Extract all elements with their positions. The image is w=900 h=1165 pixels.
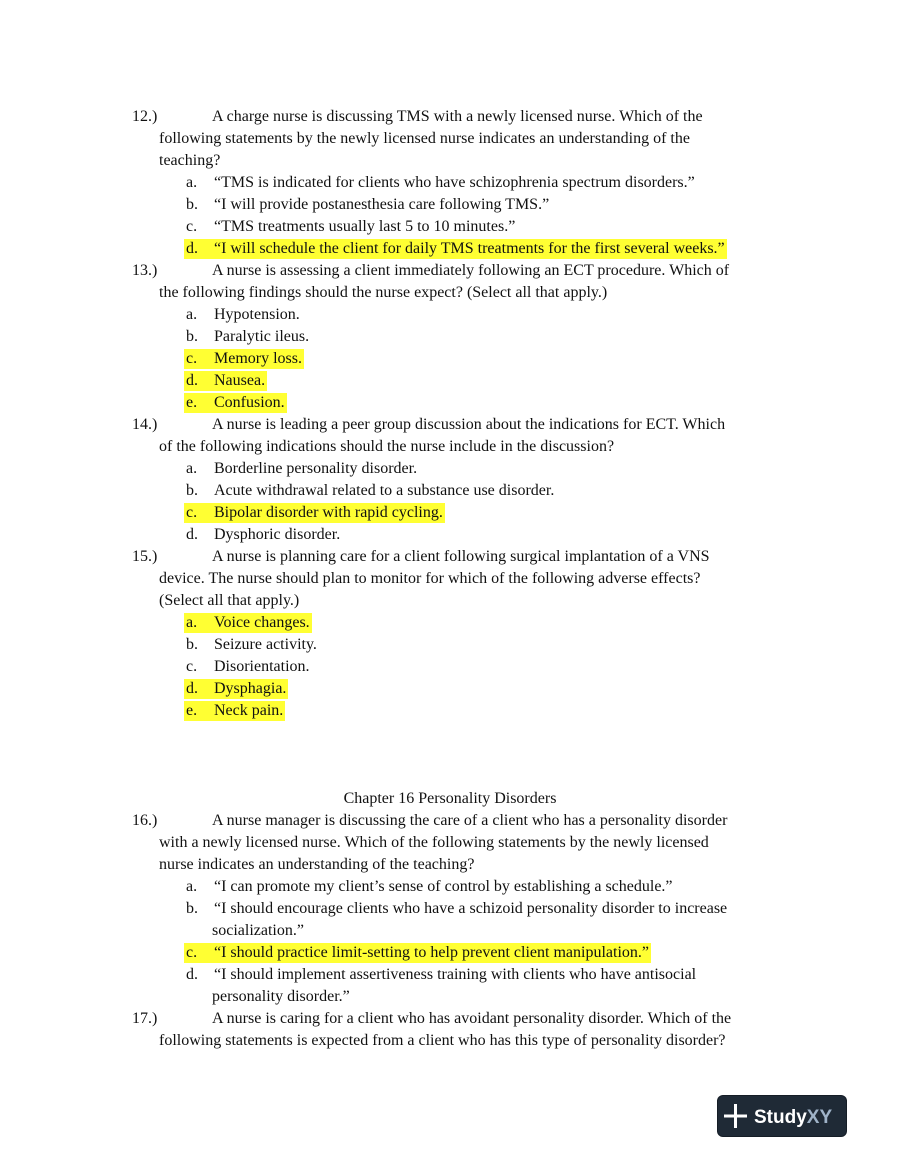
answer-option-highlighted bbox=[0, 612, 900, 634]
option-letter: d. bbox=[186, 526, 198, 543]
question-13 bbox=[0, 260, 900, 414]
option-text: Acute withdrawal related to a substance use disorder. bbox=[214, 482, 555, 499]
studyxy-logo bbox=[718, 1096, 846, 1136]
option-letter: b. bbox=[186, 328, 198, 345]
option-content bbox=[184, 239, 727, 259]
question-text: the following findings should the nurse expect? (Select all that apply.) bbox=[159, 284, 608, 301]
answer-option bbox=[0, 172, 900, 194]
option-letter: e. bbox=[186, 394, 198, 411]
question-line bbox=[0, 414, 900, 436]
option-letter: b. bbox=[186, 636, 198, 653]
option-text: personality disorder.” bbox=[212, 988, 350, 1005]
question-16 bbox=[0, 810, 900, 1008]
answer-option bbox=[0, 656, 900, 678]
answer-option-highlighted bbox=[0, 392, 900, 414]
option-text: Dysphoric disorder. bbox=[214, 526, 341, 543]
option-text: Bipolar disorder with rapid cycling. bbox=[214, 504, 443, 521]
question-text: A nurse manager is discussing the care of a client who has a personality disorder bbox=[212, 812, 728, 829]
section-gap bbox=[0, 722, 900, 788]
question-number: 12.) bbox=[132, 108, 158, 125]
answer-option-highlighted bbox=[0, 700, 900, 722]
chapter-title: Chapter 16 Personality Disorders bbox=[343, 790, 557, 807]
option-letter: d. bbox=[186, 240, 198, 257]
question-number: 16.) bbox=[132, 812, 158, 829]
answer-option-highlighted bbox=[0, 678, 900, 700]
question-text: (Select all that apply.) bbox=[159, 592, 300, 609]
question-number: 13.) bbox=[132, 262, 158, 279]
question-line bbox=[0, 854, 900, 876]
option-content bbox=[184, 701, 285, 721]
answer-option bbox=[0, 458, 900, 480]
answer-option bbox=[0, 898, 900, 920]
question-line bbox=[0, 590, 900, 612]
answer-option-highlighted bbox=[0, 238, 900, 260]
question-line bbox=[0, 1008, 900, 1030]
option-text-continuation bbox=[0, 920, 900, 942]
option-letter: d. bbox=[186, 680, 198, 697]
option-text: “I should practice limit-setting to help prevent client manipulation.” bbox=[214, 944, 649, 961]
option-content bbox=[184, 503, 445, 523]
option-letter: a. bbox=[186, 614, 198, 631]
question-text: A nurse is leading a peer group discussion about the indications for ECT. Which bbox=[212, 416, 726, 433]
option-text: Paralytic ileus. bbox=[214, 328, 310, 345]
option-text: Confusion. bbox=[214, 394, 285, 411]
question-14 bbox=[0, 414, 900, 546]
option-letter: a. bbox=[186, 878, 198, 895]
question-text: A nurse is caring for a client who has avoidant personality disorder. Which of the bbox=[212, 1010, 732, 1027]
questions-section-b bbox=[0, 810, 900, 1052]
question-text: nurse indicates an understanding of the teaching? bbox=[159, 856, 475, 873]
option-letter: a. bbox=[186, 460, 198, 477]
studyxy-logo-graphic bbox=[723, 1101, 841, 1131]
question-number: 15.) bbox=[132, 548, 158, 565]
question-number: 14.) bbox=[132, 416, 158, 433]
option-text: “I will schedule the client for daily TMS treatments for the first several weeks.” bbox=[214, 240, 725, 257]
option-text: Borderline personality disorder. bbox=[214, 460, 418, 477]
answer-option bbox=[0, 964, 900, 986]
option-letter: d. bbox=[186, 372, 198, 389]
question-text: A nurse is assessing a client immediately following an ECT procedure. Which of bbox=[212, 262, 730, 279]
option-text: Disorientation. bbox=[214, 658, 310, 675]
option-text: Dysphagia. bbox=[214, 680, 287, 697]
question-17 bbox=[0, 1008, 900, 1052]
answer-option-highlighted bbox=[0, 370, 900, 392]
question-text: teaching? bbox=[159, 152, 221, 169]
question-text: following statements by the newly licensed nurse indicates an understanding of the bbox=[159, 130, 690, 147]
answer-option bbox=[0, 194, 900, 216]
option-letter: c. bbox=[186, 504, 198, 521]
option-letter: c. bbox=[186, 218, 198, 235]
question-line bbox=[0, 546, 900, 568]
question-line bbox=[0, 436, 900, 458]
option-content bbox=[184, 899, 729, 919]
option-content bbox=[184, 217, 517, 237]
option-content bbox=[184, 635, 319, 655]
question-line bbox=[0, 832, 900, 854]
option-content bbox=[184, 459, 419, 479]
plus-icon bbox=[724, 1104, 747, 1128]
option-content bbox=[184, 327, 311, 347]
question-text: of the following indications should the nurse include in the discussion? bbox=[159, 438, 615, 455]
document-content bbox=[0, 106, 900, 1052]
option-text: Neck pain. bbox=[214, 702, 284, 719]
option-text: “I should implement assertiveness training with clients who have antisocial bbox=[214, 966, 697, 983]
question-line bbox=[0, 128, 900, 150]
option-content bbox=[184, 481, 556, 501]
option-letter: a. bbox=[186, 306, 198, 323]
question-line bbox=[0, 150, 900, 172]
question-line bbox=[0, 106, 900, 128]
question-line bbox=[0, 260, 900, 282]
option-content bbox=[184, 679, 288, 699]
answer-option bbox=[0, 876, 900, 898]
option-content bbox=[184, 173, 697, 193]
question-line bbox=[0, 1030, 900, 1052]
logo-text: StudyXY bbox=[754, 1107, 833, 1128]
answer-option-highlighted bbox=[0, 942, 900, 964]
question-text: with a newly licensed nurse. Which of the following statements by the newly licensed bbox=[159, 834, 709, 851]
option-text: Memory loss. bbox=[214, 350, 302, 367]
option-letter: c. bbox=[186, 350, 198, 367]
answer-option bbox=[0, 216, 900, 238]
option-letter: c. bbox=[186, 658, 198, 675]
option-content bbox=[184, 393, 287, 413]
option-text: “TMS is indicated for clients who have schizophrenia spectrum disorders.” bbox=[214, 174, 695, 191]
option-letter: c. bbox=[186, 944, 198, 961]
answer-option bbox=[0, 326, 900, 348]
option-content bbox=[184, 657, 312, 677]
option-text: socialization.” bbox=[212, 922, 304, 939]
answer-option-highlighted bbox=[0, 348, 900, 370]
answer-option bbox=[0, 634, 900, 656]
option-text: Nausea. bbox=[214, 372, 266, 389]
option-text: “I should encourage clients who have a schizoid personality disorder to increase bbox=[214, 900, 728, 917]
option-content bbox=[184, 613, 312, 633]
question-12 bbox=[0, 106, 900, 260]
option-text: “I can promote my client’s sense of control by establishing a schedule.” bbox=[214, 878, 673, 895]
question-text: following statements is expected from a client who has this type of personality disorder? bbox=[159, 1032, 726, 1049]
option-letter: b. bbox=[186, 482, 198, 499]
option-letter: a. bbox=[186, 174, 198, 191]
option-content bbox=[184, 195, 551, 215]
option-content bbox=[184, 965, 698, 985]
answer-option bbox=[0, 304, 900, 326]
option-letter: b. bbox=[186, 900, 198, 917]
option-text: Voice changes. bbox=[214, 614, 310, 631]
option-text: “TMS treatments usually last 5 to 10 minutes.” bbox=[214, 218, 516, 235]
answer-option bbox=[0, 524, 900, 546]
option-text: Hypotension. bbox=[214, 306, 300, 323]
option-letter: d. bbox=[186, 966, 198, 983]
option-content bbox=[184, 371, 267, 391]
option-content bbox=[184, 349, 304, 369]
question-line bbox=[0, 282, 900, 304]
question-text: A charge nurse is discussing TMS with a newly licensed nurse. Which of the bbox=[212, 108, 703, 125]
question-text: device. The nurse should plan to monitor for which of the following adverse effects? bbox=[159, 570, 701, 587]
option-content bbox=[184, 877, 675, 897]
option-content bbox=[184, 305, 302, 325]
option-text: “I will provide postanesthesia care following TMS.” bbox=[214, 196, 550, 213]
answer-option-highlighted bbox=[0, 502, 900, 524]
option-content bbox=[184, 943, 651, 963]
option-letter: b. bbox=[186, 196, 198, 213]
question-text: A nurse is planning care for a client following surgical implantation of a VNS bbox=[212, 548, 710, 565]
question-line bbox=[0, 568, 900, 590]
option-text-continuation bbox=[0, 986, 900, 1008]
option-letter: e. bbox=[186, 702, 198, 719]
question-number: 17.) bbox=[132, 1010, 158, 1027]
questions-section-a bbox=[0, 106, 900, 722]
answer-option bbox=[0, 480, 900, 502]
question-15 bbox=[0, 546, 900, 722]
option-text: Seizure activity. bbox=[214, 636, 317, 653]
option-content bbox=[184, 525, 342, 545]
question-line bbox=[0, 810, 900, 832]
